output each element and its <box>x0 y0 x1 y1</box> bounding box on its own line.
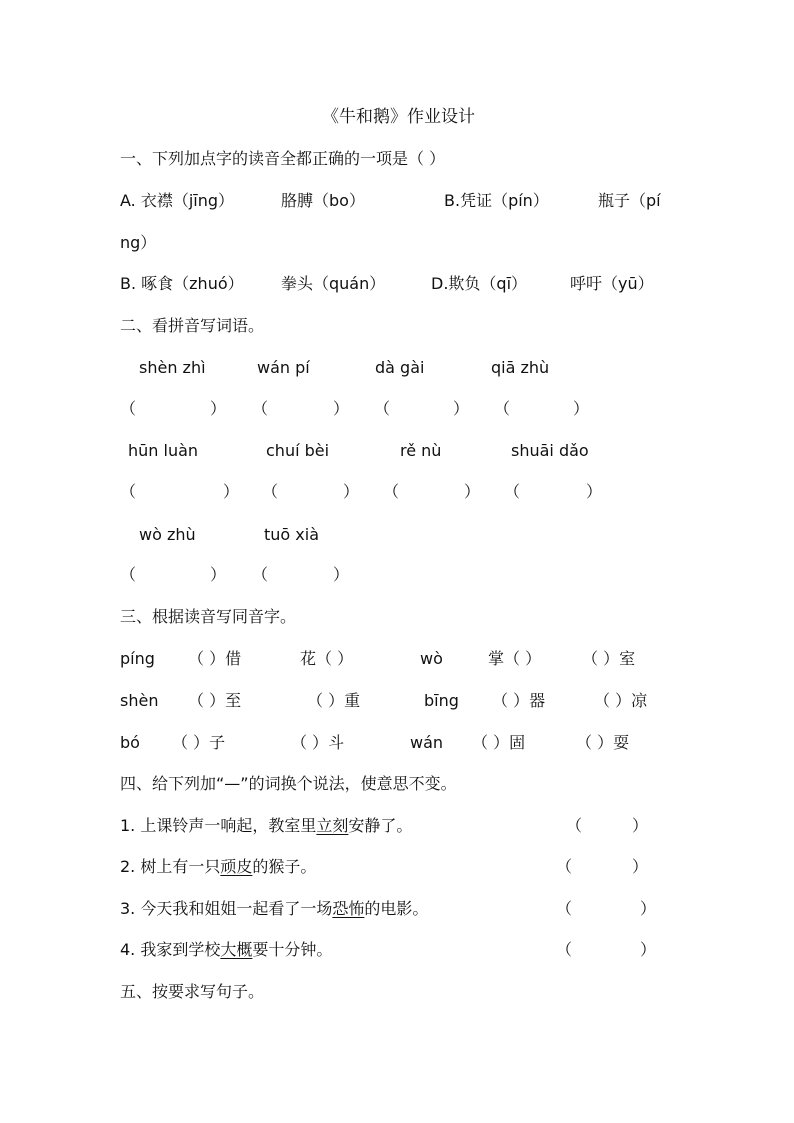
homophone-pinyin: bó <box>120 733 140 752</box>
sentence-text: 要十分钟。 <box>252 940 333 959</box>
underlined-word: 顽皮 <box>220 857 253 876</box>
sentence-text: 安静了。 <box>348 816 413 835</box>
page-title: 《牛和鹅》作业设计 <box>322 107 475 127</box>
answer-blank-close: ） <box>223 482 240 501</box>
pinyin-item: wán pí <box>257 358 310 377</box>
answer-blank-open: （ <box>120 565 137 584</box>
answer-blank-open: （ <box>374 399 391 418</box>
answer-blank-close: ） <box>632 816 649 835</box>
sentence-text: 的猴子。 <box>252 857 317 876</box>
option-c-word1: B. 啄食（zhuó） <box>120 274 244 293</box>
answer-blank-open: （ <box>252 565 269 584</box>
pinyin-item: tuō xià <box>264 525 320 544</box>
answer-blank-open: （ <box>262 482 279 501</box>
answer-blank-open: （ <box>504 482 521 501</box>
pinyin-item: qiā zhù <box>491 358 550 377</box>
answer-blank-open: （ <box>120 482 137 501</box>
sentence-text: 1. 上课铃声一响起，教室里 <box>120 816 317 835</box>
homophone-word: （ ）重 <box>307 691 361 710</box>
homophone-word: 花（ ） <box>300 649 354 668</box>
sentence-text: 4. 我家到学校 <box>120 940 221 959</box>
answer-blank-open: （ <box>383 482 400 501</box>
sentence-item <box>120 939 332 961</box>
pinyin-item: shèn zhì <box>139 358 206 377</box>
sentence-text: 的电影。 <box>364 899 429 918</box>
pinyin-item: shuāi dǎo <box>511 441 589 460</box>
option-a-word2: 胳膊（bo） <box>281 191 365 210</box>
option-b-word1: B.凭证（pín） <box>444 191 549 210</box>
answer-blank-close: ） <box>343 482 360 501</box>
homophone-word: （ ）耍 <box>576 733 630 752</box>
answer-blank-close: ） <box>586 482 603 501</box>
homophone-word: （ ）器 <box>492 691 546 710</box>
homophone-word: （ ）凉 <box>594 691 648 710</box>
sentence-text: 3. 今天我和姐姐一起看了一场 <box>120 899 333 918</box>
answer-blank-close: ） <box>333 565 350 584</box>
homophone-word: （ ）子 <box>172 733 226 752</box>
answer-blank-close: ） <box>640 899 657 918</box>
answer-blank-close: ） <box>210 565 227 584</box>
pinyin-item: wò zhù <box>139 525 196 544</box>
option-c-word2: 拳头（quán） <box>281 274 386 293</box>
option-b-word2-wrap: ng） <box>120 233 157 252</box>
answer-blank-open: （ <box>556 940 573 959</box>
pinyin-item: chuí bèi <box>266 441 330 460</box>
homophone-pinyin: wò <box>420 649 443 668</box>
answer-blank-close: ） <box>464 482 481 501</box>
option-b-word2: 瓶子（pí <box>598 191 661 210</box>
underlined-word: 恐怖 <box>332 899 365 918</box>
answer-blank-close: ） <box>632 857 649 876</box>
section5-heading: 五、按要求写句子。 <box>120 982 265 1001</box>
option-d-word1: D.欺负（qī） <box>431 274 528 293</box>
homophone-pinyin: shèn <box>120 691 159 710</box>
answer-blank-open: （ <box>252 399 269 418</box>
underlined-word: 立刻 <box>316 816 349 835</box>
homophone-word: （ ）斗 <box>291 733 345 752</box>
homophone-word: （ ）借 <box>188 649 242 668</box>
homophone-word: （ ）固 <box>472 733 526 752</box>
answer-blank-close: ） <box>333 399 350 418</box>
answer-blank-open: （ <box>494 399 511 418</box>
section4-heading: 四、给下列加“—”的词换个说法，使意思不变。 <box>120 774 457 793</box>
sentence-item <box>120 815 412 837</box>
answer-blank-open: （ <box>556 857 573 876</box>
pinyin-item: dà gài <box>375 358 425 377</box>
answer-blank-close: ） <box>573 399 590 418</box>
sentence-item <box>120 856 316 878</box>
pinyin-item: rě nù <box>400 441 442 460</box>
option-d-word2: 呼吁（yū） <box>570 274 654 293</box>
homophone-pinyin: wán <box>410 733 444 752</box>
answer-blank-open: （ <box>566 816 583 835</box>
homophone-word: 掌（ ） <box>488 649 542 668</box>
answer-blank-open: （ <box>120 399 137 418</box>
answer-blank-close: ） <box>210 399 227 418</box>
option-a-word1: A. 衣襟（jīng） <box>120 191 235 210</box>
answer-blank-close: ） <box>640 940 657 959</box>
homophone-word: （ ）至 <box>188 691 242 710</box>
section1-heading: 一、下列加点字的读音全都正确的一项是（ ） <box>120 149 446 168</box>
answer-blank-open: （ <box>556 899 573 918</box>
sentence-text: 2. 树上有一只 <box>120 857 221 876</box>
answer-blank-close: ） <box>453 399 470 418</box>
section2-heading: 二、看拼音写词语。 <box>120 316 265 335</box>
homophone-pinyin: píng <box>120 649 155 668</box>
homophone-pinyin: bīng <box>424 691 459 710</box>
sentence-item <box>120 898 428 920</box>
underlined-word: 大概 <box>220 940 253 959</box>
pinyin-item: hūn luàn <box>128 441 199 460</box>
section3-heading: 三、根据读音写同音字。 <box>120 607 297 626</box>
homophone-word: （ ）室 <box>582 649 636 668</box>
